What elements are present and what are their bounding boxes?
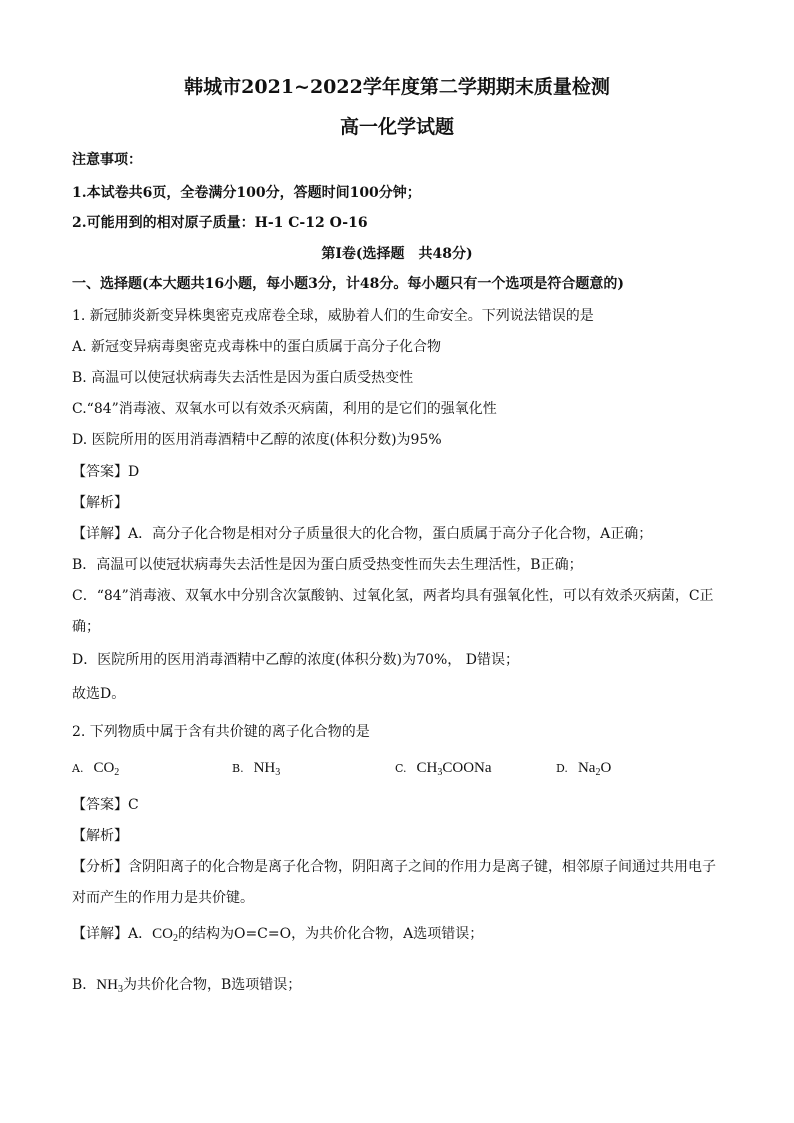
q1-detail-a: 【详解】A．高分子化合物是相对分子质量很大的化合物，蛋白质属于高分子化合物，A正确； <box>72 526 653 542</box>
q1-detail-c: C．“84”消毒液、双氧水中分别含次氯酸钠、过氧化氢，两者均具有强氧化性，可以有效杀灭病菌，C正 <box>72 588 714 604</box>
q1-option-d: D. 医院所用的医用消毒酒精中乙醇的浓度(体积分数)为95% <box>72 432 442 448</box>
option-label: D. <box>556 762 568 775</box>
formula: $CH_3COONa$ <box>416 760 492 778</box>
q1-option-b: B. 高温可以使冠状病毒失去活性是因为蛋白质受热变性 <box>72 370 414 386</box>
q1-option-a: A. 新冠变异病毒奥密克戎毒株中的蛋白质属于高分子化合物 <box>72 339 442 355</box>
q1-detail-c-cont: 确； <box>72 619 100 635</box>
formula: $CO_2$ <box>152 926 178 944</box>
q1-option-c: C.“84”消毒液、双氧水可以有效杀灭病菌，利用的是它们的强氧化性 <box>72 401 497 417</box>
note-1: 1.本试卷共6页，全卷满分100分，答题时间100分钟； <box>72 185 421 201</box>
formula: $NH_3$ <box>96 977 123 995</box>
q1-answer: 【答案】D <box>72 464 140 480</box>
q2-stem: 2. 下列物质中属于含有共价键的离子化合物的是 <box>72 724 370 740</box>
notes-heading: 注意事项： <box>72 152 142 168</box>
q1-analysis-label: 【解析】 <box>72 495 128 511</box>
option-label: A. <box>72 762 84 775</box>
q2-analysis-2: 对而产生的作用力是共价键。 <box>72 890 254 906</box>
option-label: C. <box>395 762 407 775</box>
exam-subtitle: 高一化学试题 <box>339 116 454 138</box>
option-label: B. <box>232 762 244 775</box>
q2-answer: 【答案】C <box>72 797 139 813</box>
section-instruction: 一、选择题(本大题共16小题，每小题3分，计48分。每小题只有一个选项是符合题意的) <box>72 276 624 292</box>
q2-analysis-label: 【解析】 <box>72 828 128 844</box>
q2-analysis-1: 【分析】含阴阳离子的化合物是离子化合物，阴阳离子之间的作用力是离子键，相邻原子间通过共用电子 <box>72 859 716 875</box>
exam-title: 韩城市2021~2022学年度第二学期期末质量检测 <box>184 76 610 98</box>
formula: $Na_2O$ <box>577 760 612 778</box>
q1-detail-b: B．高温可以使冠状病毒失去活性是因为蛋白质受热变性而失去生理活性，B正确； <box>72 557 583 573</box>
q1-stem: 1. 新冠肺炎新变异株奥密克戎席卷全球，威胁着人们的生命安全。下列说法错误的是 <box>72 308 594 324</box>
formula: $CO_2$ <box>93 760 120 778</box>
q2-detail-a: 【详解】A．$CO_2$的结构为O=C=O，为共价化合物，A选项错误； <box>72 926 484 944</box>
q2-option-a <box>72 758 119 779</box>
q2-detail-b: B．$NH_3$为共价化合物，B选项错误； <box>72 977 302 995</box>
q2-option-c <box>395 758 492 779</box>
note-2: 2.可能用到的相对原子质量：H-1 C-12 O-16 <box>72 215 368 231</box>
formula: $NH_3$ <box>253 760 281 778</box>
q1-conclusion: 故选D。 <box>72 686 126 702</box>
q2-option-d <box>556 758 611 779</box>
section-title: 第Ⅰ卷(选择题 共48分) <box>321 246 473 262</box>
q1-detail-d: D．医院所用的医用消毒酒精中乙醇的浓度(体积分数)为70%， D错误； <box>72 652 519 668</box>
q2-option-b <box>232 758 280 779</box>
